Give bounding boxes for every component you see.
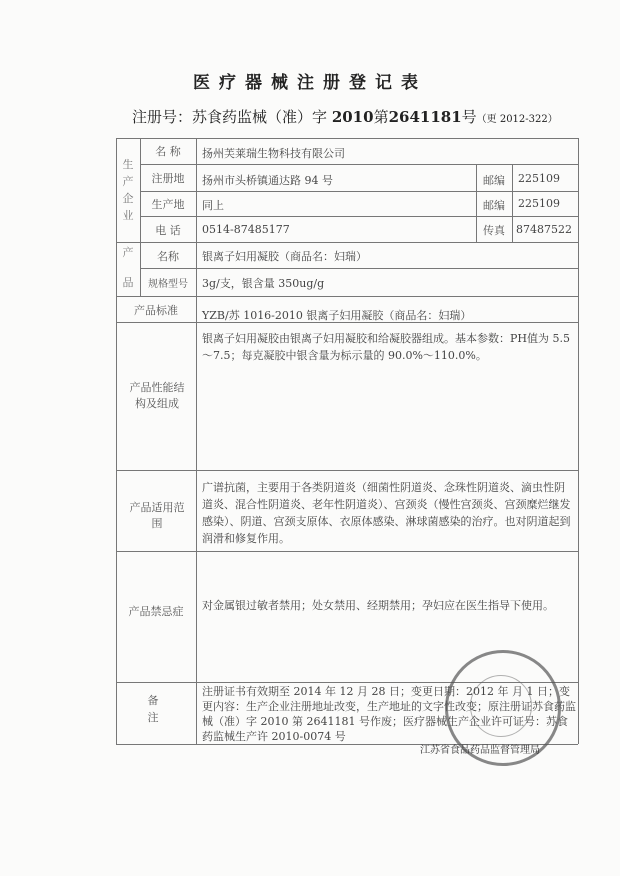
fax: 87487522: [516, 223, 572, 236]
name-label: 名 称: [155, 145, 181, 158]
reg-addr-label: 注册地: [151, 172, 185, 185]
product-name-label: 名称: [157, 250, 179, 263]
phone: 0514-87485177: [202, 223, 290, 236]
standard-label: 产品标准: [134, 304, 178, 317]
zip2: 225109: [518, 197, 560, 210]
zip2-label: 邮编: [483, 199, 505, 212]
enterprise-group-label: 生产企业: [122, 158, 134, 222]
remarks-value: 注册证书有效期至 2014 年 12 月 28 日；变更日期：2012 年 月 1 日；变更内容：生产企业注册地址改变，生产地址的文字性改变；原注册证苏食药监械（准）字 2010 第 2641181 号作废；医疗器械生产企业许可证号：苏食药监械生产许 2010-0074 号: [202, 685, 576, 743]
contra-label: 产品禁忌症: [128, 605, 184, 618]
reg-no-year: 2010: [331, 108, 374, 126]
scope-value: 广谱抗菌，主要用于各类阴道炎（细菌性阴道炎、念珠性阴道炎、滴虫性阴道炎、混合性阴道炎、老年性阴道炎）、宫颈炎（慢性宫颈炎、宫颈糜烂继发感染）、阴道、宫颈支原体、衣原体感染、淋球菌感染的治疗。也对阴道起到润滑和修复作用。: [202, 481, 571, 545]
phone-label: 电 话: [155, 224, 181, 237]
zip1-label: 邮编: [483, 174, 505, 187]
reg-no-hao: 号: [461, 108, 477, 126]
fax-label: 传真: [483, 224, 505, 237]
product-name: 银离子妇用凝胶（商品名：妇瑞）: [202, 250, 367, 263]
prod-addr-label: 生产地: [151, 198, 185, 211]
performance-value: 银离子妇用凝胶由银离子妇用凝胶和给凝胶器组成。基本参数：PH值为 5.5～7.5；每克凝胶中银含量为标示量的 90.0%～110.0%。: [202, 332, 570, 362]
performance-label: 产品性能结构及组成: [129, 381, 185, 410]
remarks-label: 备 注: [147, 694, 159, 724]
spec: 3g/支，银含量 350ug/g: [202, 277, 325, 290]
scope-label: 产品适用范 围: [129, 501, 185, 530]
prod-addr: 同上: [202, 199, 224, 212]
reg-no-di: 第: [373, 108, 389, 126]
reg-no-label: 注册号：: [132, 108, 193, 126]
issuing-authority: 江苏省食品药品监督管理局: [420, 745, 540, 756]
registration-number: [132, 106, 558, 127]
zip1: 225109: [518, 172, 560, 185]
spec-label: 规格型号: [148, 279, 188, 290]
document-title: 医疗器械注册登记表: [193, 73, 427, 93]
reg-no-change: （更 2012-322）: [476, 114, 558, 125]
reg-no-prefix: 苏食药监械（准）字: [192, 108, 328, 126]
company-name: 扬州芙莱瑞生物科技有限公司: [202, 147, 345, 160]
reg-no-number: 2641181: [388, 108, 462, 126]
standard-value: YZB/苏 1016-2010 银离子妇用凝胶（商品名：妇瑞）: [202, 309, 472, 322]
reg-addr: 扬州市头桥镇通达路 94 号: [202, 174, 333, 187]
official-seal-inner: [470, 675, 532, 737]
product-group-label: 产品: [122, 246, 134, 289]
contra-value: 对金属银过敏者禁用；处女禁用、经期禁用；孕妇应在医生指导下使用。: [202, 599, 554, 612]
